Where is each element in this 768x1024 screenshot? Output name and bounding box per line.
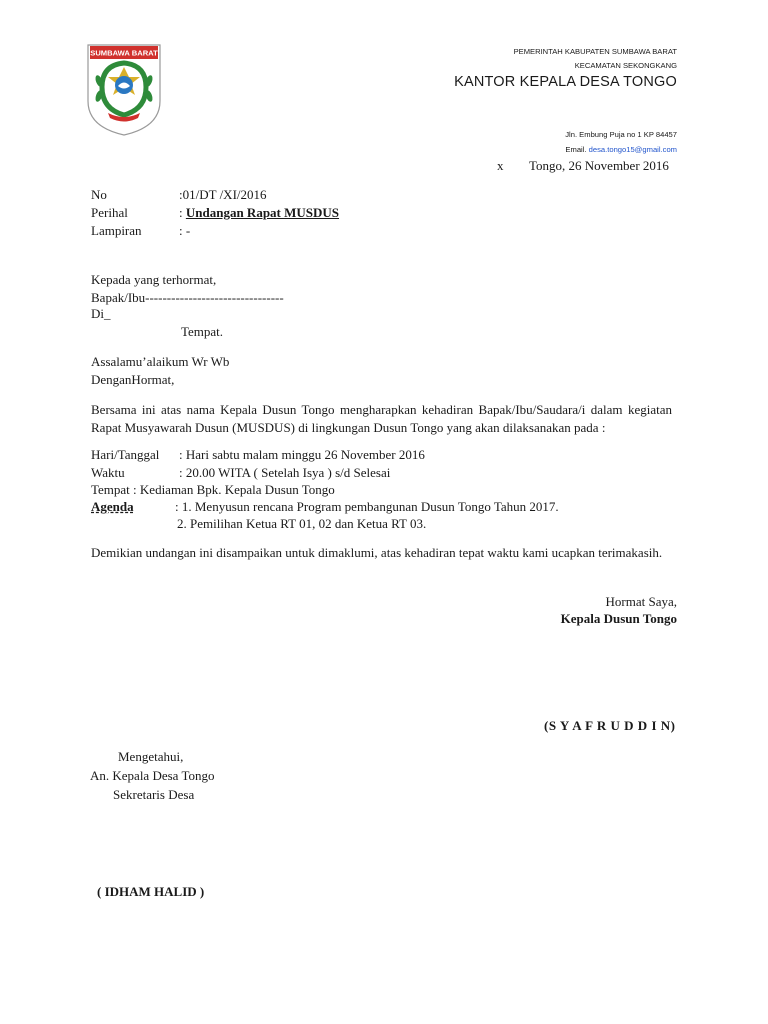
no-value: :01/DT /XI/2016 — [179, 187, 267, 202]
mengetahui: Mengetahui, — [118, 749, 184, 764]
greeting-line1: Assalamu’alaikum Wr Wb — [91, 354, 230, 369]
sekretaris-name: ( IDHAM HALID ) — [97, 884, 205, 899]
recipient-line3: Di_ — [91, 306, 111, 321]
hari-label: Hari/Tanggal — [91, 447, 160, 462]
lampiran-value: : - — [179, 223, 191, 238]
place-date: Tongo, 26 November 2016 — [529, 158, 669, 173]
closing-paragraph: Demikian undangan ini disampaikan untuk dimaklumi, atas kehadiran tepat waktu kami ucapkan terimakasih. — [91, 545, 663, 560]
no-label: No — [91, 187, 107, 202]
an-kepala-desa: An. Kepala Desa Tongo — [90, 768, 215, 783]
logo-banner-text: SUMBAWA BARAT — [90, 48, 158, 58]
perihal-label: Perihal — [91, 205, 128, 220]
perihal-value-line — [179, 205, 339, 221]
sekretaris-desa: Sekretaris Desa — [113, 787, 195, 802]
date-marker: x — [497, 158, 504, 173]
email-label: Email. — [565, 145, 587, 154]
recipient-line2: Bapak/Ibu-------------------------------- — [91, 290, 284, 305]
office-title: KANTOR KEPALA DESA TONGO — [454, 74, 677, 90]
waktu-value: : 20.00 WITA ( Setelah Isya ) s/d Selesai — [179, 465, 391, 480]
hari-value: : Hari sabtu malam minggu 26 November 2016 — [179, 447, 425, 462]
waktu-label: Waktu — [91, 465, 125, 480]
recipient-line4: Tempat. — [181, 324, 224, 339]
agenda-item-1: : 1. Menyusun rencana Program pembangunan Dusun Tongo Tahun 2017. — [175, 499, 559, 514]
district-line: KECAMATAN SEKONGKANG — [574, 61, 677, 70]
agenda-item-2: 2. Pemilihan Ketua RT 01, 02 dan Ketua RT 03. — [177, 516, 427, 531]
email-link[interactable]: desa.tongo15@gmail.com — [588, 145, 677, 154]
perihal-colon: : — [179, 205, 183, 220]
lampiran-label: Lampiran — [91, 223, 142, 238]
tempat-line: Tempat : Kediaman Bpk. Kepala Dusun Tongo — [91, 482, 335, 497]
address-line: Jln. Embung Puja no 1 KP 84457 — [565, 130, 677, 139]
body-paragraph: Bersama ini atas nama Kepala Dusun Tongo mengharapkan kehadiran Bapak/Ibu/Saudara/i dalam kegiatan Rapat Musyawarah Dusun (MUSDUS) di lingkungan Dusun Tongo yang akan dilaksanakan pada : — [91, 402, 672, 435]
kepala-dusun-title: Kepala Dusun Tongo — [560, 611, 677, 626]
greeting-line2: DenganHormat, — [91, 372, 175, 387]
hormat-saya: Hormat Saya, — [605, 594, 677, 609]
agenda-label: Agenda — [91, 499, 134, 514]
gov-line: PEMERINTAH KABUPATEN SUMBAWA BARAT — [513, 47, 677, 56]
email-line — [565, 145, 677, 154]
recipient-line1: Kepada yang terhormat, — [91, 272, 217, 287]
sumbawa-barat-logo — [86, 41, 162, 137]
kepala-dusun-name: (S Y A F R U D D I N) — [544, 718, 676, 733]
perihal-value: Undangan Rapat MUSDUS — [185, 205, 340, 220]
